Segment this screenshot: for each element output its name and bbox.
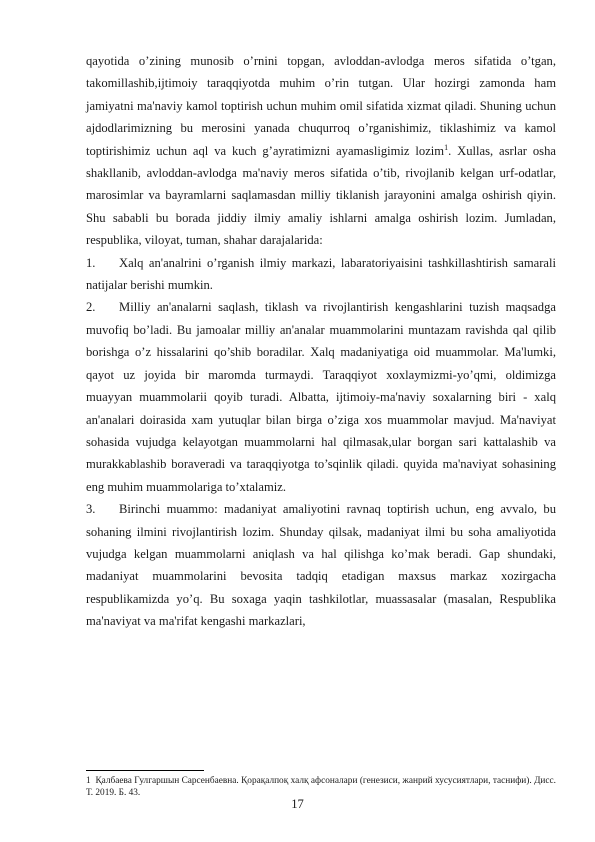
intro-paragraph [86, 50, 556, 252]
list-item-2 [86, 296, 556, 498]
list-item-text: Milliy an'analarni saqlash, tiklash va rivojlantirish kengashlarini tuzish maqsadga muvofiq bo’ladi. Bu jamoalar milliy an'analar muammolarini muntazam ravishda qal qilib borishga o’z hissalarini qo’shib boradilar. Xalq madaniyatiga oid muammolar. Ma'lumki, qayot uz joyida bir maromda turmaydi. Taraqqiyot xoxlaymizmi-yo’qmi, oldimizga muayyan muammolarii qoyib turadi. Albatta, ijtimoiy-ma'naviy soxalarning biri - xalq an'analari doirasida xam yutuqlar bilan birga o’ziga xos muammolar mavjud. Ma'naviyat sohasida vujudga kelayotgan muammolarni hal qilmasak,ular borgan sari kattalashib va murakkablashib boraveradi va taraqqiyotga to’sqinlik qiladi. quyida ma'naviyat sohasining eng muhim muammolariga to’xtalamiz. [86, 300, 556, 494]
intro-text-b: . Xullas, asrlar osha shakllanib, avloddan-avlodga ma'naviy meros sifatida o’tib, rivojlanib kelgan urf-odatlar, marosimlar va bayramlarni saqlamasdan milliy tiklanish jarayonini amalga oshirish qiyin. Shu sababli bu borada jiddiy ilmiy amaliy ishlarni amalga oshirish lozim. Jumladan, respublika, viloyat, tuman, shahar darajalarida: [86, 143, 556, 248]
list-item-3 [86, 498, 556, 632]
list-item-text: Xalq an'analrini o’rganish ilmiy markazi, labaratoriyaisini tashkillashtirish samarali natijalar berishi mumkin. [86, 255, 556, 293]
footnote-text: Қалбаева Гулгаршын Сарсенбаевна. Қорақалпоқ халқ афсоналари (генезиси, жанрий хусусиятлари, таснифи). Дисс. Т. 2019. Б. 43. [86, 776, 556, 798]
intro-text-a: qayotida o’zining munosib o’rnini topgan, avloddan-avlodga meros sifatida o’tgan, takomillashib,ijtimoiy taraqqiyotda muhim o’rin tutgan. Ular hozirgi zamonda ham jamiyatni ma'naviy kamol toptirish uchun muhim omil sifatida xizmat qiladi. Shuning uchun ajdodlarimizning bu merosini yanada chuqurroq o’rganishimiz, tiklashimiz va kamol toptirishimiz uchun aql va kuch g’ayratimizni ayamasligimiz lozim [86, 54, 556, 158]
footnote-reference[interactable]: 1 [444, 142, 449, 152]
page-number: 17 [291, 797, 304, 811]
list-item-text: Birinchi muammo: madaniyat amaliyotini ravnaq toptirish uchun, eng avvalo, bu sohaning ilmini rivojlantirish lozim. Shunday qilsak, madaniyat ilmi bu soha amaliyotida vujudga kelgan muammolarni aniqlash va hal qilishga ko’mak beradi. Gap shundaki, madaniyat muammolarini bevosita tadqiq etadigan maxsus markaz xozirgacha respublikamizda yo’q. Bu soxaga yaqin tashkilotlar, muassasalar (masalan, Respublika ma'naviyat va ma'rifat kengashi markazlari, [86, 502, 556, 629]
list-item-number: 2. [86, 300, 96, 315]
list-item-number: 3. [86, 502, 96, 517]
list-item-number: 1. [86, 255, 96, 270]
footnote-number: 1 [86, 776, 91, 786]
footnote-divider [86, 770, 204, 771]
list-item-1 [86, 252, 556, 297]
footnote [86, 775, 556, 799]
document-body [86, 50, 556, 633]
